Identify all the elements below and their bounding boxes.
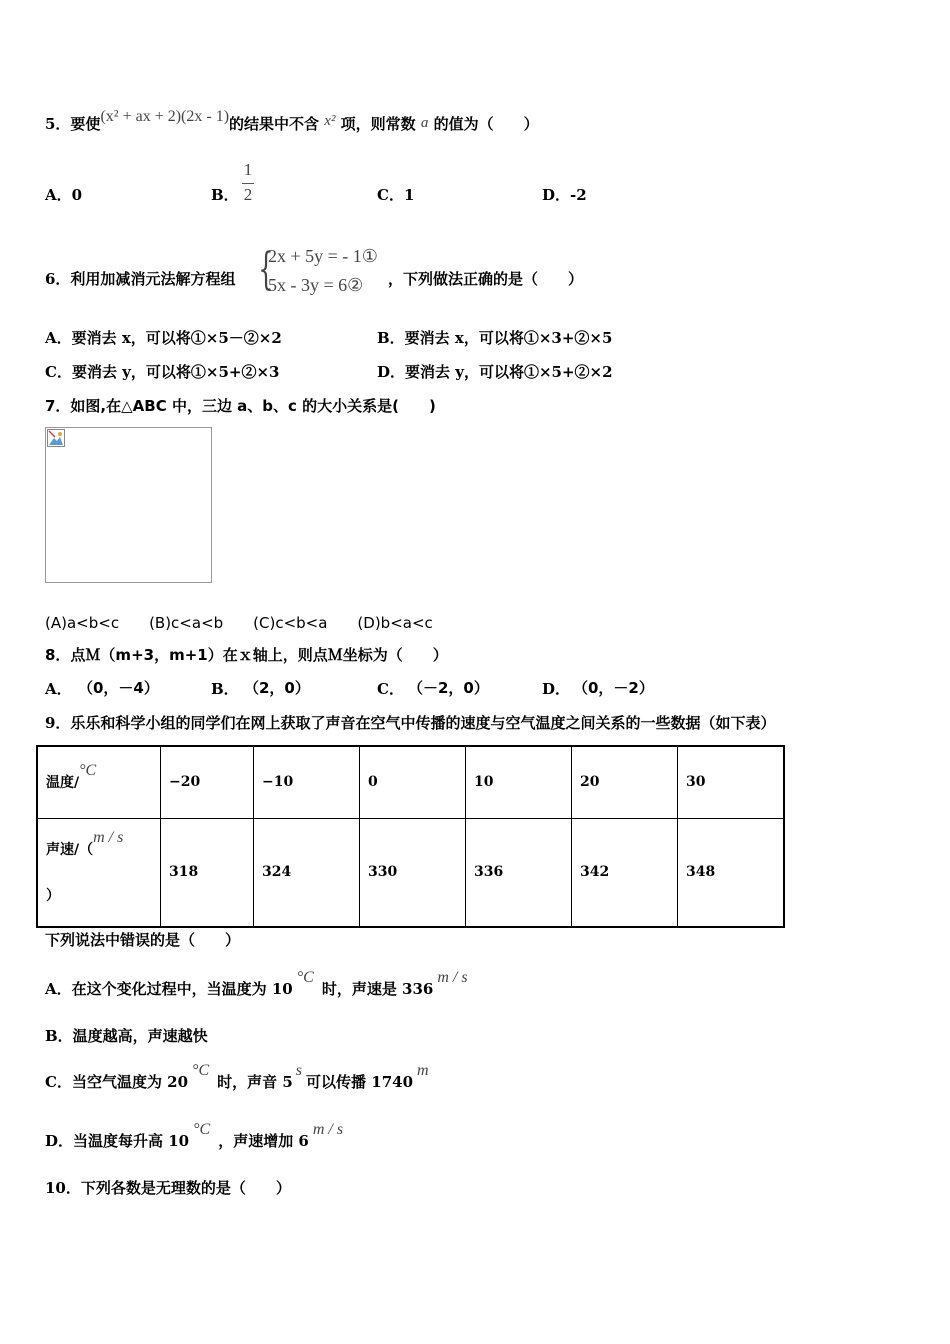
q6-system-brace: { bbox=[258, 244, 274, 295]
q9-c-celsius-unit: °C bbox=[192, 1062, 210, 1079]
q9-option-c: C．当空气温度为 20°C时，声音 5s可以传播 1740m bbox=[45, 1062, 429, 1091]
q5-suffix: 的值为（ ） bbox=[433, 115, 539, 133]
q9-a-celsius-unit: °C bbox=[296, 969, 314, 986]
q9-option-d: D．当温度每升高 10°C，声速增加 6m / s bbox=[45, 1121, 344, 1150]
q8-option-a-label: A． bbox=[45, 680, 72, 698]
q5-term: x² bbox=[324, 113, 336, 129]
q9-speed-unit: m / s bbox=[93, 829, 124, 847]
q9-temp-cell: 30 bbox=[678, 746, 785, 818]
q5-b-denominator: 2 bbox=[243, 185, 253, 204]
q6-suffix: ，下列做法正确的是（ ） bbox=[388, 270, 584, 288]
question-6 bbox=[45, 269, 235, 289]
question-8: 8．点Ｍ（m+3，m+1）在ｘ轴上，则点Ｍ坐标为（ ） bbox=[45, 646, 448, 664]
q5-b-fraction-bar bbox=[242, 183, 254, 184]
q6-option-c: C．要消去 y，可以将①×5+②×3 bbox=[45, 363, 280, 381]
q5-option-c: C．1 bbox=[377, 186, 415, 204]
q7-figure-placeholder bbox=[45, 427, 212, 583]
q9-speed-cell: 330 bbox=[360, 818, 466, 927]
q6-equation-1: 2x + 5y = - 1① bbox=[268, 246, 378, 266]
q9-speed-cell: 324 bbox=[254, 818, 360, 927]
q9-c-meters-unit: m bbox=[417, 1062, 429, 1079]
q5-option-d: D．-2 bbox=[542, 186, 587, 204]
q5-option-a: A．0 bbox=[45, 186, 83, 204]
question-10: 10．下列各数是无理数的是（ ） bbox=[45, 1179, 291, 1197]
q9-celsius-unit: °C bbox=[79, 762, 97, 780]
q9-temp-cell: 10 bbox=[466, 746, 572, 818]
q9-row-label-temperature: 温度/°C bbox=[37, 746, 161, 818]
q9-speed-cell: 348 bbox=[678, 818, 785, 927]
q9-d-celsius-unit: °C bbox=[193, 1121, 211, 1138]
q5-expression: (x² + ax + 2)(2x - 1) bbox=[100, 108, 230, 125]
question-9: 9．乐乐和科学小组的同学们在网上获取了声音在空气中传播的速度与空气温度之间关系的一些数据（如下表） bbox=[45, 714, 776, 732]
q9-temp-cell: 20 bbox=[572, 746, 678, 818]
q9-d-speed-unit: m / s bbox=[312, 1121, 344, 1138]
q9-table-row-temperature bbox=[37, 746, 784, 818]
q6-option-a: A．要消去 x，可以将①×5－②×2 bbox=[45, 329, 282, 347]
question-5 bbox=[45, 108, 539, 135]
q9-temp-cell: −10 bbox=[254, 746, 360, 818]
q9-data-table bbox=[36, 745, 785, 928]
q9-speed-cell: 336 bbox=[466, 818, 572, 927]
q9-question-prompt: 下列说法中错误的是（ ） bbox=[45, 931, 241, 949]
q7-options: (A)a<b<c (B)c<a<b (C)c<b<a (D)b<a<c bbox=[45, 614, 433, 632]
q6-option-d: D．要消去 y，可以将①×5+②×2 bbox=[377, 363, 613, 381]
q8-option-d-label: D． bbox=[542, 680, 571, 698]
q9-temp-cell: 0 bbox=[360, 746, 466, 818]
q9-option-a: A．在这个变化过程中，当温度为 10°C时，声速是 336m / s bbox=[45, 969, 468, 998]
q9-speed-cell: 342 bbox=[572, 818, 678, 927]
q8-option-d: （0，－2） bbox=[573, 679, 654, 697]
q6-equation-2: 5x - 3y = 6② bbox=[268, 275, 364, 295]
q8-option-c: （－2，0） bbox=[408, 679, 489, 697]
q8-option-b: （2，0） bbox=[244, 679, 310, 697]
q8-option-b-label: B． bbox=[211, 680, 239, 698]
q5-var: a bbox=[420, 115, 429, 131]
q9-temp-cell: −20 bbox=[161, 746, 254, 818]
q5-mid: 的结果中不含 bbox=[229, 115, 320, 133]
q9-row-label-speed: 声速/（m / s ） bbox=[37, 818, 161, 927]
q9-option-b: B．温度越高，声速越快 bbox=[45, 1027, 208, 1045]
q6-option-b: B．要消去 x，可以将①×3+②×5 bbox=[377, 329, 613, 347]
q5-option-b: B． bbox=[211, 186, 239, 204]
q6-prefix: 6．利用加减消元法解方程组 bbox=[45, 270, 236, 288]
q8-option-a: （0，－4） bbox=[78, 679, 159, 697]
question-7: 7．如图,在△ABC 中，三边 a、b、c 的大小关系是( ) bbox=[45, 397, 436, 415]
q9-c-seconds-unit: s bbox=[295, 1062, 303, 1079]
q9-a-speed-unit: m / s bbox=[437, 969, 468, 986]
broken-image-icon bbox=[47, 429, 65, 447]
q9-speed-cell: 318 bbox=[161, 818, 254, 927]
q9-table-row-speed bbox=[37, 818, 784, 927]
q5-prefix: 5．要使 bbox=[45, 115, 101, 133]
q5-mid2: 项，则常数 bbox=[340, 115, 416, 133]
q8-option-c-label: C． bbox=[377, 680, 404, 698]
q5-b-numerator: 1 bbox=[243, 160, 253, 179]
